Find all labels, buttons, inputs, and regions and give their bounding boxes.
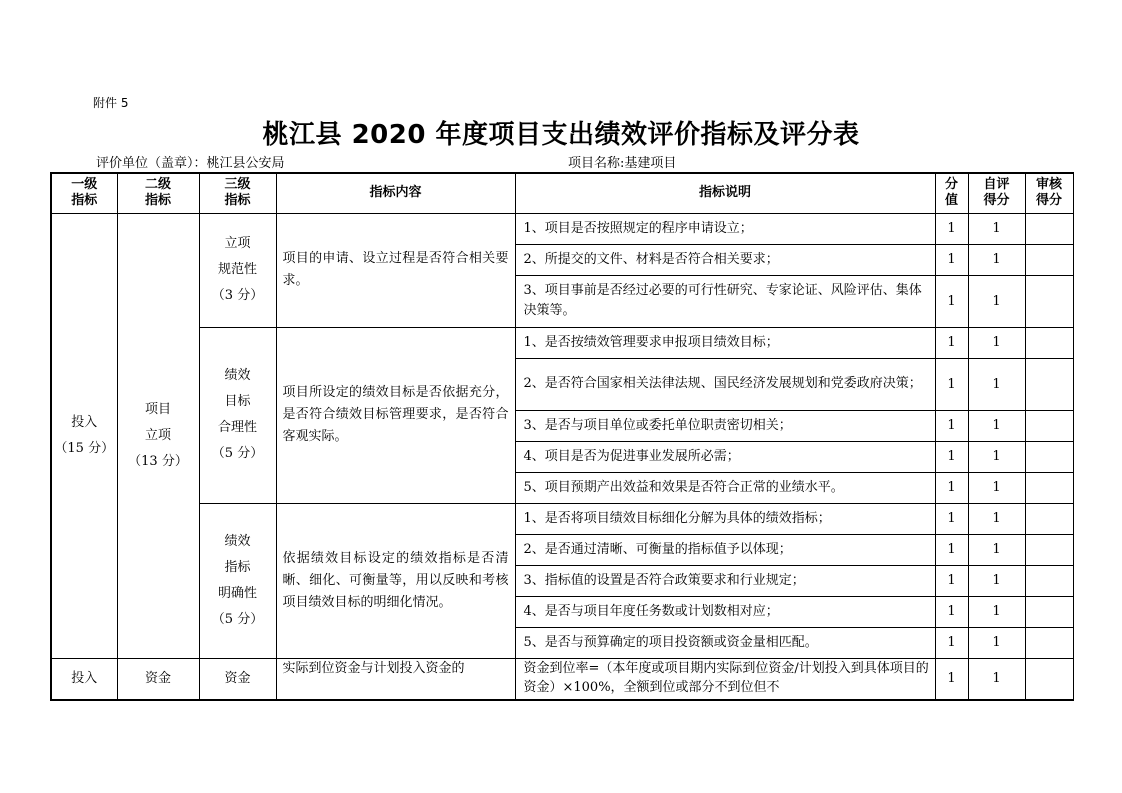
score-cell: 1	[935, 565, 968, 596]
self-score-cell: 1	[968, 627, 1025, 658]
score-cell: 1	[935, 213, 968, 244]
score-cell: 1	[935, 441, 968, 472]
audit-score-cell	[1025, 410, 1073, 441]
score-cell: 1	[935, 327, 968, 358]
self-score-cell: 1	[968, 658, 1025, 700]
score-cell: 1	[935, 627, 968, 658]
level2-cell: 资金	[117, 658, 199, 700]
attachment-label: 附件 5	[93, 96, 129, 110]
audit-score-cell	[1025, 244, 1073, 275]
explanation-cell: 5、项目预期产出效益和效果是否符合正常的业绩水平。	[515, 472, 935, 503]
audit-score-cell	[1025, 472, 1073, 503]
evaluator-unit: 评价单位（盖章）：桃江县公安局	[96, 156, 285, 171]
level3-cell: 绩效 目标 合理性 （5 分）	[199, 327, 276, 503]
table-row	[51, 213, 1073, 244]
explanation-cell: 2、是否通过清晰、可衡量的指标值予以体现；	[515, 534, 935, 565]
explanation-cell: 4、项目是否为促进事业发展所必需；	[515, 441, 935, 472]
level3-cell: 立项 规范性 （3 分）	[199, 213, 276, 327]
score-cell: 1	[935, 503, 968, 534]
level3-cell: 绩效 指标 明确性 （5 分）	[199, 503, 276, 658]
audit-score-cell	[1025, 596, 1073, 627]
level1-cell: 投入 （15 分）	[51, 213, 117, 658]
self-score-cell: 1	[968, 503, 1025, 534]
table-row	[51, 658, 1073, 700]
audit-score-cell	[1025, 213, 1073, 244]
audit-score-cell	[1025, 658, 1073, 700]
self-score-cell: 1	[968, 244, 1025, 275]
explanation-cell: 2、所提交的文件、材料是否符合相关要求；	[515, 244, 935, 275]
evaluation-table	[50, 172, 1074, 701]
score-cell: 1	[935, 534, 968, 565]
score-cell: 1	[935, 244, 968, 275]
score-cell: 1	[935, 275, 968, 327]
header-score: 分 值	[935, 173, 968, 213]
table-row	[51, 503, 1073, 534]
project-name: 项目名称:基建项目	[568, 156, 677, 171]
audit-score-cell	[1025, 534, 1073, 565]
self-score-cell: 1	[968, 410, 1025, 441]
explanation-cell: 5、是否与预算确定的项目投资额或资金量相匹配。	[515, 627, 935, 658]
explanation-cell: 1、是否将项目绩效目标细化分解为具体的绩效指标；	[515, 503, 935, 534]
explanation-cell: 3、是否与项目单位或委托单位职责密切相关；	[515, 410, 935, 441]
level2-cell: 项目 立项 （13 分）	[117, 213, 199, 658]
level1-cell: 投入	[51, 658, 117, 700]
self-score-cell: 1	[968, 275, 1025, 327]
self-score-cell: 1	[968, 441, 1025, 472]
self-score-cell: 1	[968, 327, 1025, 358]
explanation-text: 资金到位率=（本年度或项目期内实际到位资金/计划投入到具体项目的资金）×100%，全额到位或部分不到位但不	[523, 660, 929, 695]
audit-score-cell	[1025, 275, 1073, 327]
explanation-cell: 4、是否与项目年度任务数或计划数相对应；	[515, 596, 935, 627]
self-score-cell: 1	[968, 565, 1025, 596]
header-level1: 一级 指标	[51, 173, 117, 213]
audit-score-cell	[1025, 565, 1073, 596]
audit-score-cell	[1025, 441, 1073, 472]
audit-score-cell	[1025, 627, 1073, 658]
audit-score-cell	[1025, 327, 1073, 358]
header-content: 指标内容	[276, 173, 515, 213]
content-cell: 依据绩效目标设定的绩效指标是否清晰、细化、可衡量等，用以反映和考核项目绩效目标的明细化情况。	[276, 503, 515, 658]
level3-cell: 资金	[199, 658, 276, 700]
score-cell: 1	[935, 358, 968, 410]
self-score-cell: 1	[968, 213, 1025, 244]
header-row	[51, 173, 1073, 213]
table-row	[51, 327, 1073, 358]
header-self-score: 自评 得分	[968, 173, 1025, 213]
explanation-cell: 2、是否符合国家相关法律法规、国民经济发展规划和党委政府决策；	[515, 358, 935, 410]
audit-score-cell	[1025, 503, 1073, 534]
explanation-cell: 1、项目是否按照规定的程序申请设立；	[515, 213, 935, 244]
content-text: 实际到位资金与计划投入资金的	[282, 660, 465, 676]
score-cell: 1	[935, 658, 968, 700]
self-score-cell: 1	[968, 472, 1025, 503]
page-title: 桃江县 2020 年度项目支出绩效评价指标及评分表	[262, 120, 860, 150]
audit-score-cell	[1025, 358, 1073, 410]
self-score-cell: 1	[968, 596, 1025, 627]
header-explanation: 指标说明	[515, 173, 935, 213]
content-cell: 项目的申请、设立过程是否符合相关要求。	[276, 213, 515, 327]
self-score-cell: 1	[968, 534, 1025, 565]
self-score-cell: 1	[968, 358, 1025, 410]
explanation-cell	[515, 658, 935, 700]
header-audit-score: 审核 得分	[1025, 173, 1073, 213]
header-level2: 二级 指标	[117, 173, 199, 213]
header-level3: 三级 指标	[199, 173, 276, 213]
content-cell	[276, 658, 515, 700]
score-cell: 1	[935, 410, 968, 441]
explanation-cell: 3、项目事前是否经过必要的可行性研究、专家论证、风险评估、集体决策等。	[515, 275, 935, 327]
score-cell: 1	[935, 596, 968, 627]
score-cell: 1	[935, 472, 968, 503]
content-cell: 项目所设定的绩效目标是否依据充分，是否符合绩效目标管理要求，是否符合客观实际。	[276, 327, 515, 503]
explanation-cell: 1、是否按绩效管理要求申报项目绩效目标；	[515, 327, 935, 358]
explanation-cell: 3、指标值的设置是否符合政策要求和行业规定；	[515, 565, 935, 596]
